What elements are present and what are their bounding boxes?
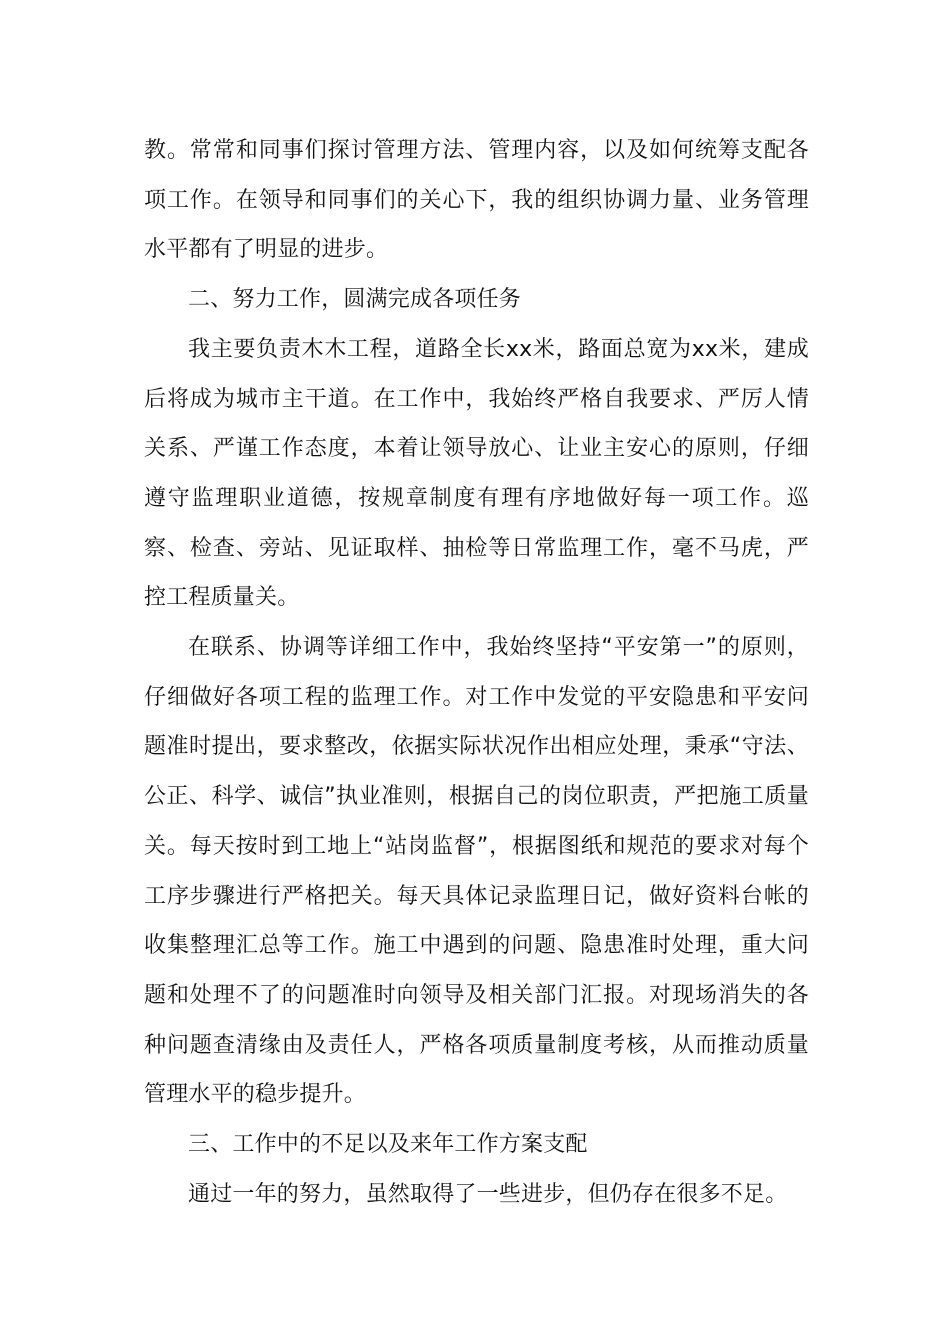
section-heading-3: 三、工作中的不足以及来年工作方案支配 — [188, 1132, 588, 1158]
paragraph-shortcomings: 通过一年的努力，虽然取得了一些进步，但仍存在很多不足。 — [188, 1181, 788, 1207]
paragraph-continuation: 教。常常和同事们探讨管理方法、管理内容，以及如何统筹支配各项工作。在领导和同事们的关心下，我的组织协调力量、业务管理水平都有了明显的进步。 — [144, 138, 809, 263]
document-body — [144, 126, 809, 1219]
section-heading-2: 二、努力工作，圆满完成各项任务 — [188, 287, 522, 313]
paragraph-safety-coordination: 在联系、协调等详细工作中，我始终坚持“平安第一”的原则，仔细做好各项工程的监理工作。对工作中发觉的平安隐患和平安问题准时提出，要求整改，依据实际状况作出相应处理，秉承“守法、公正、科学、诚信”执业准则，根据自己的岗位职责，严把施工质量关。每天按时到工地上“站岗监督”，根据图纸和规范的要求对每个工序步骤进行严格把关。每天具体记录监理日记，做好资料台帐的收集整理汇总等工作。施工中遇到的问题、隐患准时处理，重大问题和处理不了的问题准时向领导及相关部门汇报。对现场消失的各种问题查清缘由及责任人，严格各项质量制度考核，从而推动质量管理水平的稳步提升。 — [144, 635, 809, 1108]
paragraph-project-duties: 我主要负责木木工程，道路全长xx米，路面总宽为xx米，建成后将成为城市主干道。在工作中，我始终严格自我要求、严厉人情关系、严谨工作态度，本着让领导放心、让业主安心的原则，仔细遵守监理职业道德，按规章制度有理有序地做好每一项工作。巡察、检查、旁站、见证取样、抽检等日常监理工作，毫不马虎，严控工程质量关。 — [144, 336, 809, 611]
